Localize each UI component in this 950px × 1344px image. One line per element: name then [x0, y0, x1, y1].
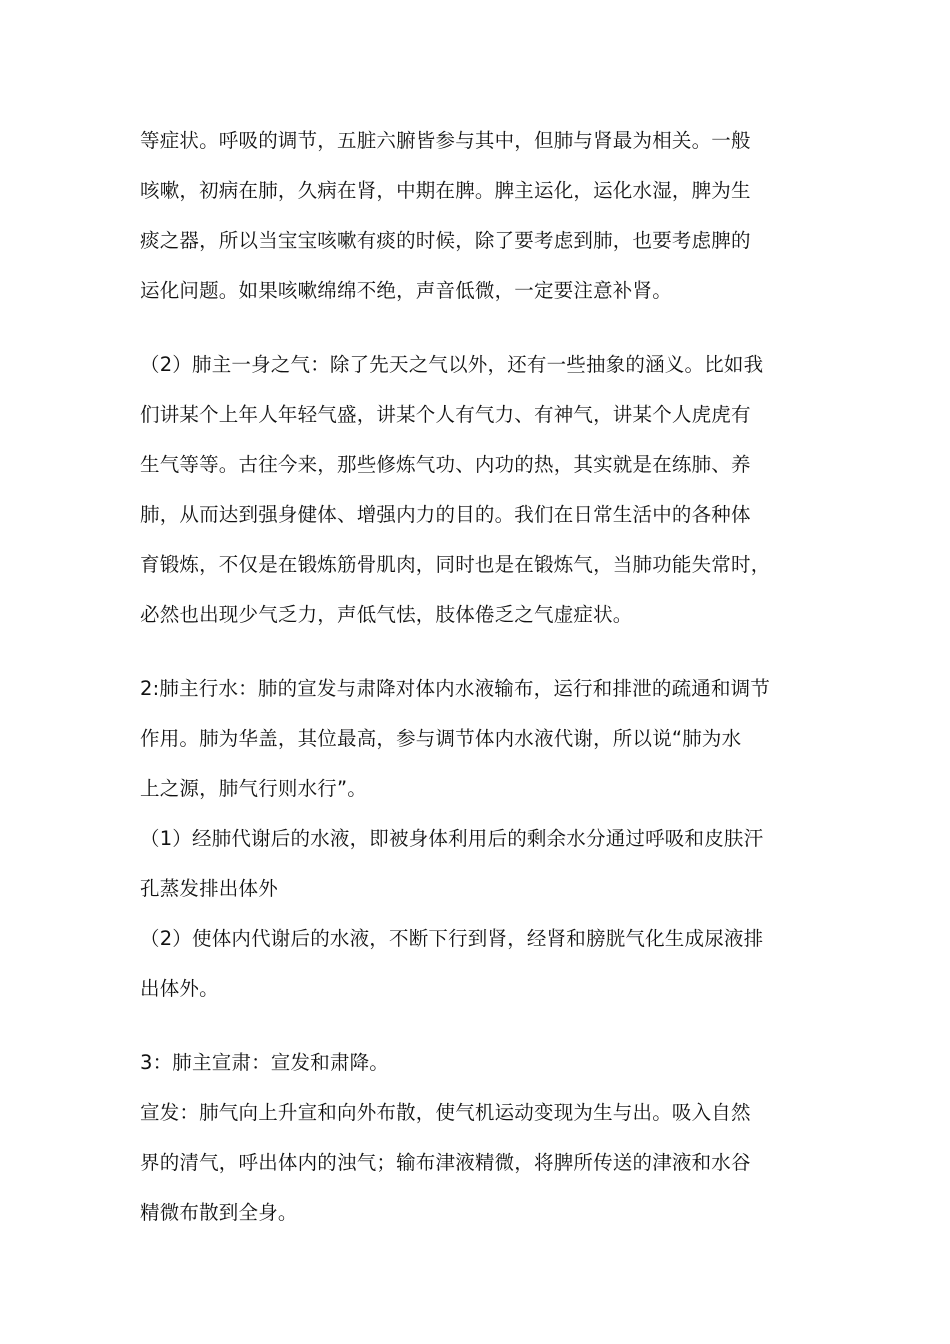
- text-line: 2:肺主行水：肺的宣发与肃降对体内水液输布，运行和排泄的疏通和调节: [140, 677, 771, 700]
- text-line: 作用。肺为华盖，其位最高，参与调节体内水液代谢，所以说“肺为水: [140, 727, 742, 750]
- document-body: [140, 116, 820, 1238]
- paragraph-lung-governs-water: [140, 664, 820, 1014]
- text-line: （1）经肺代谢后的水液，即被身体利用后的剩余水分通过呼吸和皮肤汗: [140, 827, 764, 850]
- paragraph-spacer: [140, 640, 820, 664]
- text-line: 界的清气，呼出体内的浊气；输布津液精微，将脾所传送的津液和水谷: [140, 1151, 751, 1174]
- text-line: 孔蒸发排出体外: [140, 877, 278, 900]
- text-line: 等症状。呼吸的调节，五脏六腑皆参与其中，但肺与肾最为相关。一般: [140, 129, 751, 152]
- paragraph-lung-governs-qi: [140, 340, 820, 640]
- text-line: 精微布散到全身。: [140, 1201, 298, 1224]
- text-line: 肺，从而达到强身健体、增强内力的目的。我们在日常生活中的各种体: [140, 503, 751, 526]
- text-line: 痰之器，所以当宝宝咳嗽有痰的时候，除了要考虑到肺，也要考虑脾的: [140, 229, 751, 252]
- text-line: 运化问题。如果咳嗽绵绵不绝，声音低微，一定要注意补肾。: [140, 279, 672, 302]
- text-line: 必然也出现少气乏力，声低气怯，肢体倦乏之气虚症状。: [140, 603, 633, 626]
- text-line: 出体外。: [140, 977, 219, 1000]
- text-line: 育锻炼，不仅是在锻炼筋骨肌肉，同时也是在锻炼气，当肺功能失常时，: [140, 553, 771, 576]
- text-line: 3：肺主宣肃：宣发和肃降。: [140, 1051, 390, 1074]
- text-line: 上之源，肺气行则水行”。: [140, 777, 368, 800]
- text-line: 们讲某个上年人年轻气盛，讲某个人有气力、有神气，讲某个人虎虎有: [140, 403, 751, 426]
- text-line: （2）肺主一身之气：除了先天之气以外，还有一些抽象的涵义。比如我: [140, 353, 764, 376]
- text-line: 咳嗽，初病在肺，久病在肾，中期在脾。脾主运化，运化水湿，脾为生: [140, 179, 751, 202]
- paragraph-spacer: [140, 1014, 820, 1038]
- text-line: 宣发：肺气向上升宣和向外布散，使气机运动变现为生与出。吸入自然: [140, 1101, 751, 1124]
- text-line: （2）使体内代谢后的水液，不断下行到肾，经肾和膀胱气化生成尿液排: [140, 927, 764, 950]
- paragraph-lung-dispersing-descending: [140, 1038, 820, 1238]
- text-line: 生气等等。古往今来，那些修炼气功、内功的热，其实就是在练肺、养: [140, 453, 751, 476]
- paragraph-respiration: [140, 116, 820, 316]
- paragraph-spacer: [140, 316, 820, 340]
